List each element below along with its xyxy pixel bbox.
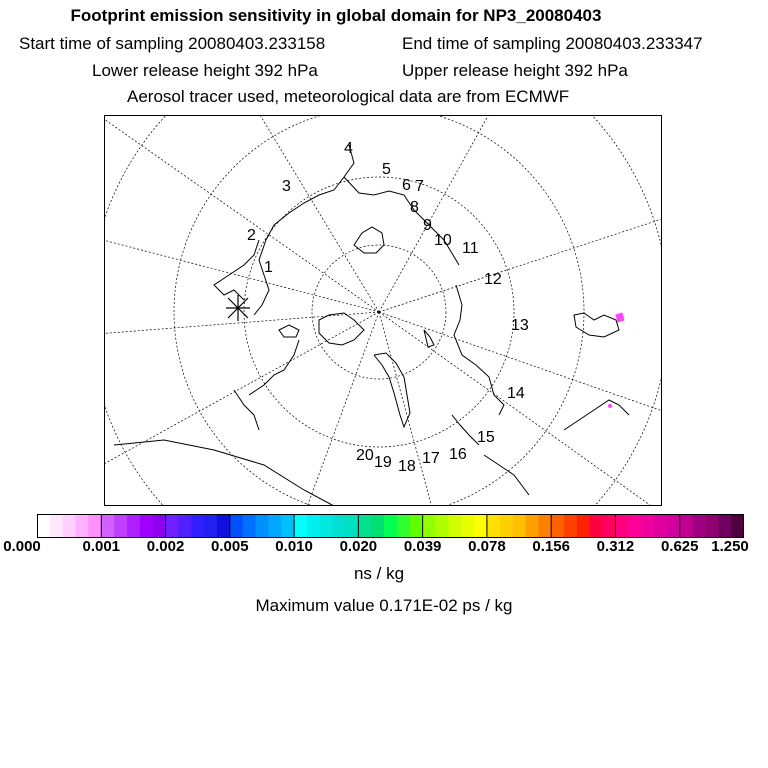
trajectory-label: 16 xyxy=(449,446,467,463)
colorbar-cell xyxy=(333,514,346,538)
trajectory-label: 13 xyxy=(511,317,529,334)
colorbar-cell xyxy=(140,514,153,538)
trajectory-label: 19 xyxy=(374,454,392,471)
colorbar-cell xyxy=(551,514,564,538)
start-time: Start time of sampling 20080403.233158 xyxy=(19,34,326,53)
trajectory-label: 14 xyxy=(507,385,525,402)
colorbar-cell xyxy=(37,514,50,538)
colorbar-cell xyxy=(693,514,706,538)
colorbar-cell xyxy=(667,514,680,538)
trajectory-label: 11 xyxy=(462,240,479,257)
colorbar-cell xyxy=(474,514,487,538)
colorbar-cell xyxy=(641,514,654,538)
maximum-value: Maximum value 0.171E-02 ps / kg xyxy=(255,596,513,615)
colorbar-tick-label: 0.000 xyxy=(3,538,41,555)
trajectory-label: 12 xyxy=(484,271,502,288)
colorbar-cell xyxy=(230,514,243,538)
colorbar-cell xyxy=(127,514,140,538)
trajectory-label: 17 xyxy=(422,450,440,467)
colorbar-cell xyxy=(243,514,256,538)
colorbar-cell xyxy=(307,514,320,538)
colorbar-cell xyxy=(423,514,436,538)
colorbar-cell xyxy=(204,514,217,538)
colorbar-cell xyxy=(680,514,693,538)
colorbar-tick-label: 0.001 xyxy=(82,538,121,555)
colorbar-cell xyxy=(564,514,577,538)
colorbar-cell xyxy=(371,514,384,538)
colorbar-cell xyxy=(615,514,628,538)
trajectory-label: 7 xyxy=(415,178,424,195)
colorbar xyxy=(37,514,744,538)
colorbar-tick-label: 0.625 xyxy=(660,538,699,555)
trajectory-label: 9 xyxy=(423,217,432,234)
end-time: End time of sampling 20080403.233347 xyxy=(402,34,703,53)
colorbar-cell xyxy=(525,514,538,538)
colorbar-cell xyxy=(705,514,718,538)
colorbar-cell xyxy=(63,514,76,538)
colorbar-cell xyxy=(538,514,551,538)
trajectory-label: 6 xyxy=(402,177,411,194)
colorbar-cell xyxy=(718,514,731,538)
trajectory-label: 1 xyxy=(264,259,273,276)
colorbar-cell xyxy=(281,514,294,538)
colorbar-cell xyxy=(50,514,63,538)
colorbar-cell xyxy=(487,514,500,538)
colorbar-cell xyxy=(731,514,744,538)
trajectory-label: 10 xyxy=(434,232,452,249)
colorbar-cell xyxy=(256,514,269,538)
trajectory-label: 20 xyxy=(356,447,374,464)
colorbar-cell xyxy=(513,514,526,538)
trajectory-label: 15 xyxy=(477,429,495,446)
colorbar-cell xyxy=(461,514,474,538)
colorbar-cell xyxy=(114,514,127,538)
colorbar-tick-label: 0.010 xyxy=(275,538,313,555)
colorbar-cell xyxy=(76,514,89,538)
colorbar-cell xyxy=(500,514,513,538)
colorbar-cell xyxy=(628,514,641,538)
trajectory-label: 18 xyxy=(398,458,416,475)
colorbar-cell xyxy=(346,514,359,538)
colorbar-cell xyxy=(654,514,667,538)
colorbar-units: ns / kg xyxy=(353,564,405,583)
colorbar-tick-label: 0.039 xyxy=(403,538,442,555)
colorbar-cell xyxy=(410,514,423,538)
tracer-note: Aerosol tracer used, meteorological data are from ECMWF xyxy=(127,87,570,106)
colorbar-tick-label: 0.156 xyxy=(532,538,570,555)
colorbar-cell xyxy=(101,514,114,538)
trajectory-label: 2 xyxy=(247,227,256,244)
footprint-spot xyxy=(608,404,612,408)
colorbar-cell xyxy=(88,514,101,538)
colorbar-tick-label: 0.078 xyxy=(468,538,506,555)
map-title: Footprint emission sensitivity in global domain for NP3_20080403 xyxy=(70,6,602,25)
colorbar-cell xyxy=(294,514,307,538)
colorbar-cell xyxy=(448,514,461,538)
footprint-spot xyxy=(616,313,624,322)
polar-map xyxy=(104,115,662,506)
colorbar-tick-label: 0.020 xyxy=(339,538,378,555)
colorbar-cell xyxy=(191,514,204,538)
colorbar-cell xyxy=(268,514,281,538)
colorbar-cell xyxy=(358,514,371,538)
colorbar-tick-label: 0.005 xyxy=(211,538,249,555)
release-point-asterisk xyxy=(226,295,250,321)
colorbar-cell xyxy=(384,514,397,538)
colorbar-cell xyxy=(217,514,230,538)
colorbar-cell xyxy=(397,514,410,538)
colorbar-cell xyxy=(435,514,448,538)
colorbar-tick-label: 1.250 xyxy=(711,538,749,555)
colorbar-tick-label: 0.002 xyxy=(146,538,185,555)
colorbar-cell xyxy=(603,514,616,538)
colorbar-cell xyxy=(577,514,590,538)
colorbar-cell xyxy=(153,514,166,538)
trajectory-label: 4 xyxy=(344,140,353,157)
colorbar-cell xyxy=(178,514,191,538)
colorbar-cell xyxy=(320,514,333,538)
upper-release-height: Upper release height 392 hPa xyxy=(402,61,628,80)
lower-release-height: Lower release height 392 hPa xyxy=(92,61,318,80)
trajectory-label: 5 xyxy=(382,161,391,178)
colorbar-cell xyxy=(166,514,179,538)
trajectory-label: 3 xyxy=(282,178,291,195)
colorbar-tick-label: 0.312 xyxy=(596,538,635,555)
trajectory-label: 8 xyxy=(410,199,419,216)
colorbar-cell xyxy=(590,514,603,538)
